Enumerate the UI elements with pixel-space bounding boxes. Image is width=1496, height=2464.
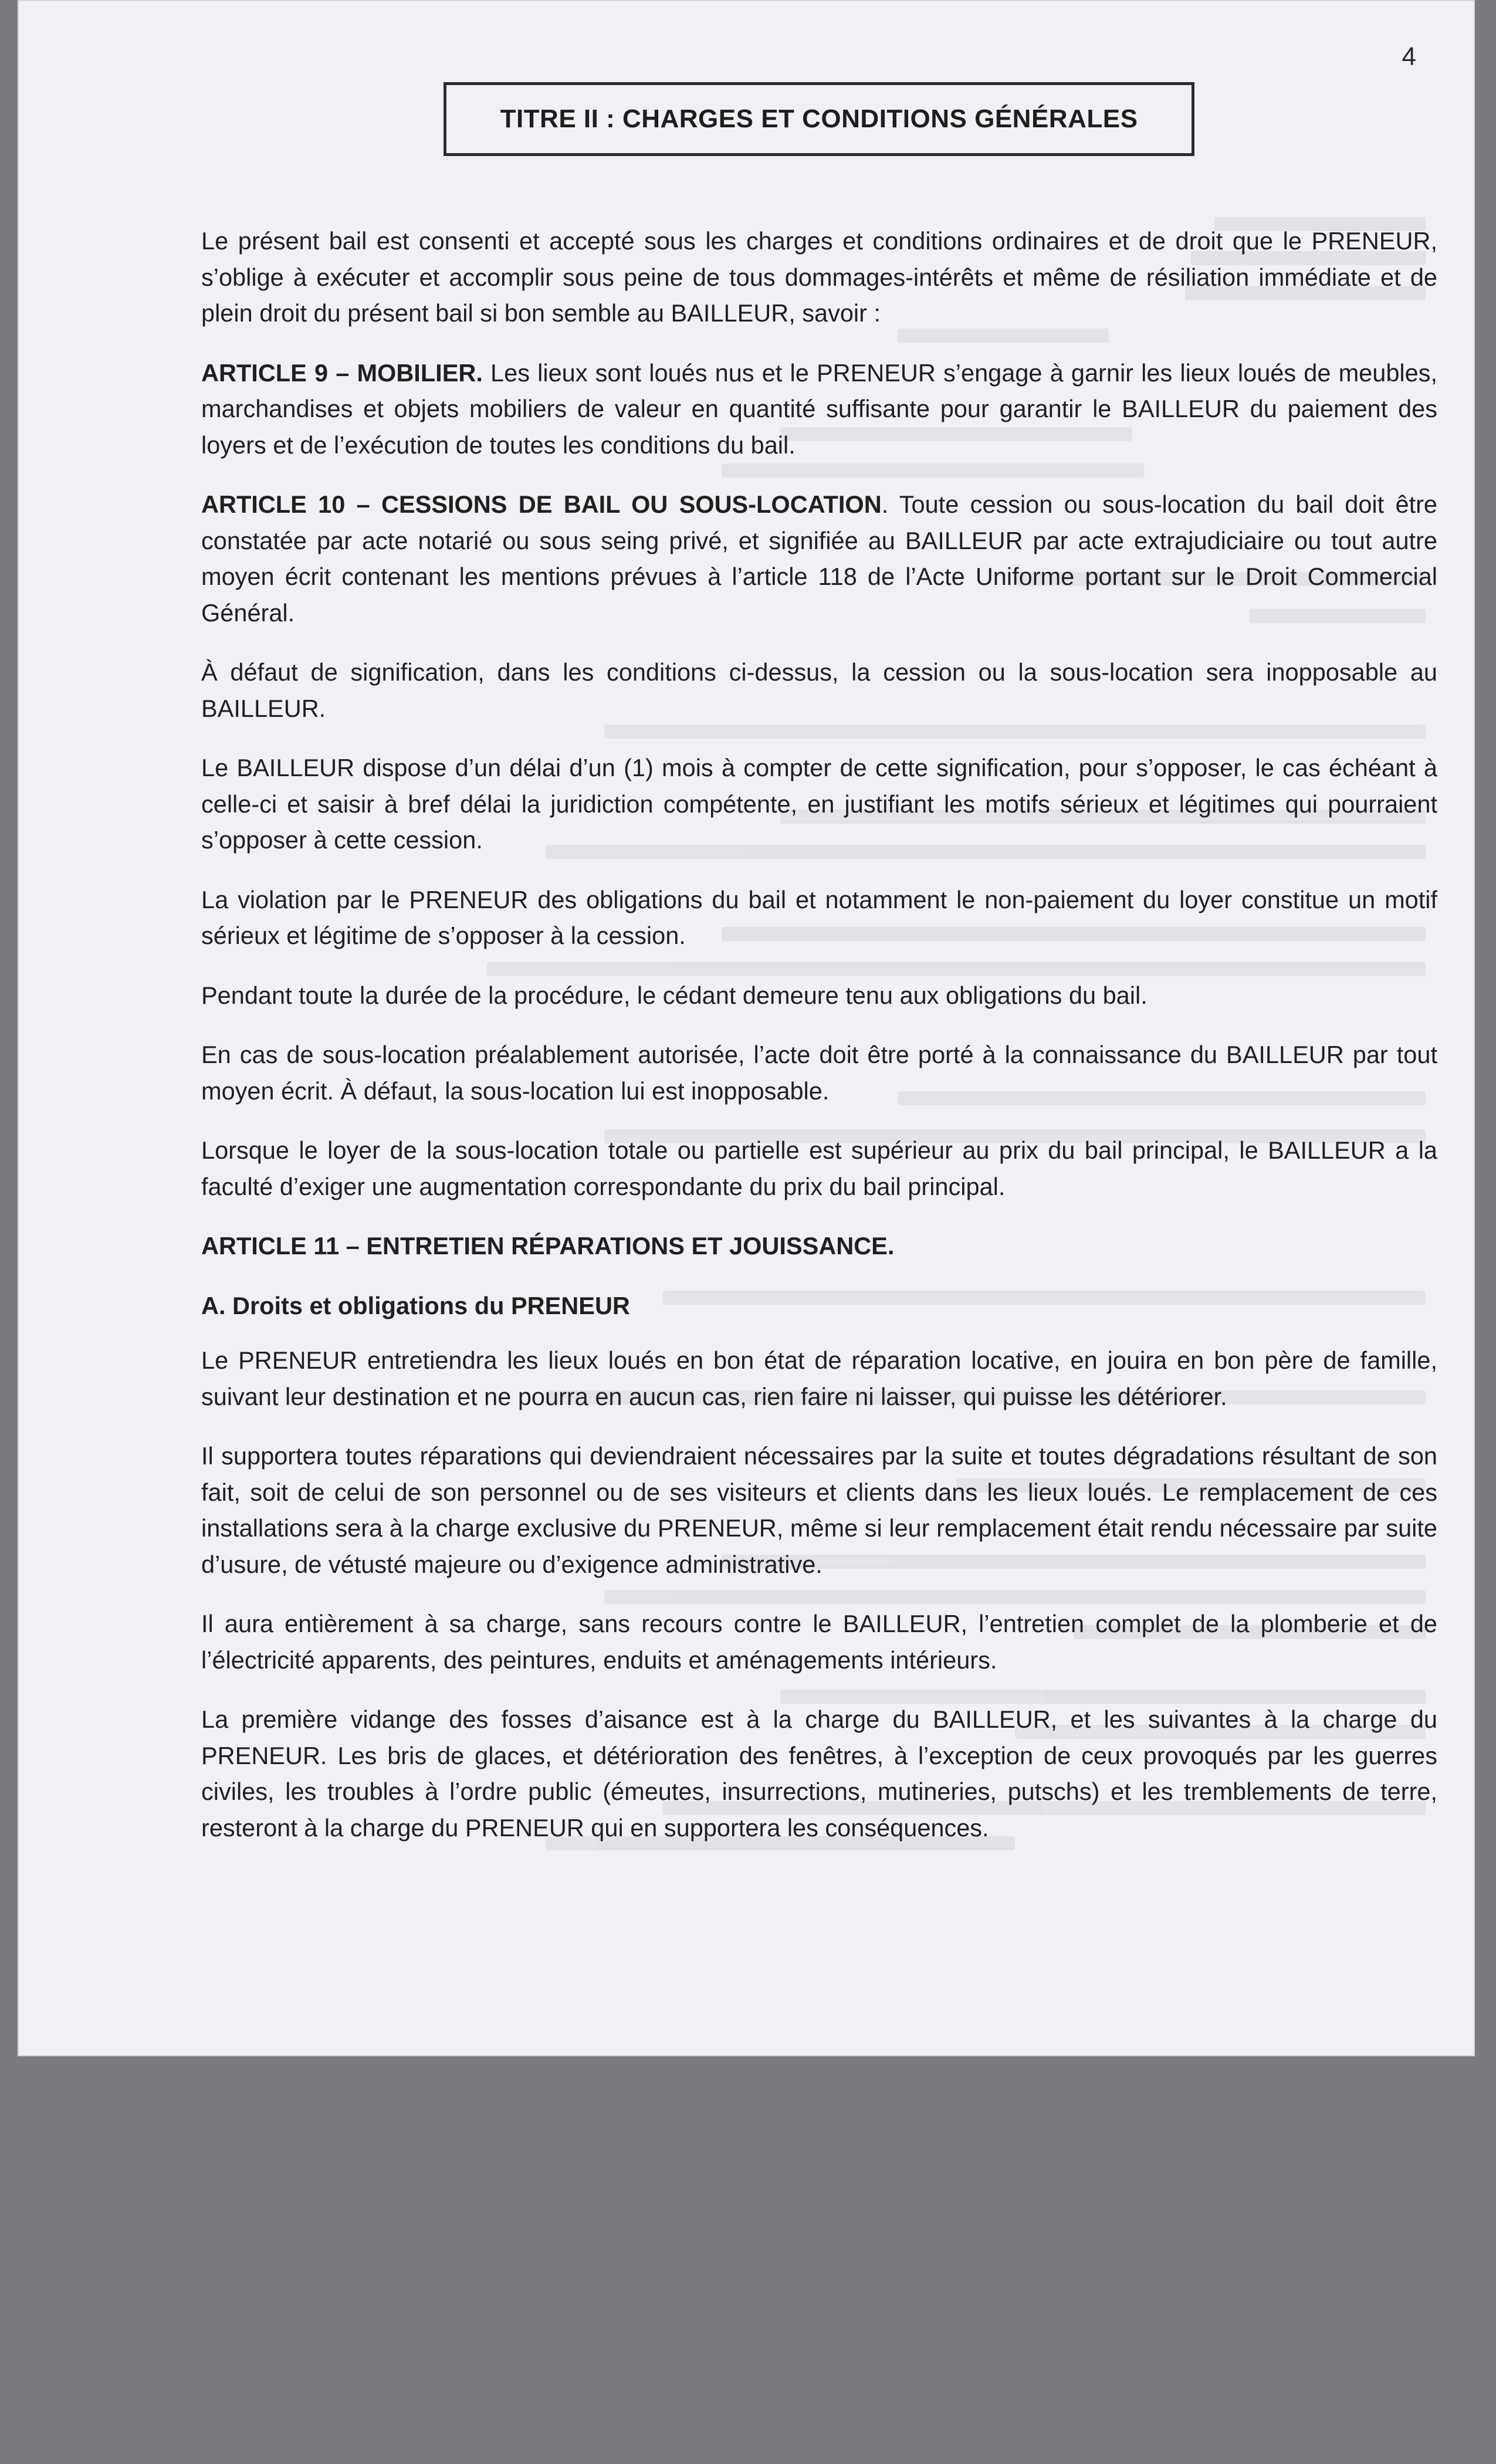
article-10-paragraph-6: En cas de sous-location préalablement autorisée, l’acte doit être porté à la connaissance du BAILLEUR par tout moyen écrit. À défaut, la sous-location lui est inopposable. xyxy=(201,1041,1437,1105)
article-10-paragraph-2: À défaut de signification, dans les conditions ci-dessus, la cession ou la sous-location sera inopposable au BAILLEUR. xyxy=(201,658,1437,722)
page-number: 4 xyxy=(1402,42,1416,71)
title-box xyxy=(444,82,1194,156)
article-10-paragraph-4: La violation par le PRENEUR des obligations du bail et notamment le non-paiement du loyer constitue un motif sérieux et légitime de s’opposer à la cession. xyxy=(201,885,1437,949)
document-body xyxy=(201,223,1437,1869)
article-9-heading: ARTICLE 9 – MOBILIER. xyxy=(201,358,483,387)
section-title: TITRE II : CHARGES ET CONDITIONS GÉNÉRALES xyxy=(500,104,1138,133)
article-11-paragraph-4: La première vidange des fosses d’aisance est à la charge du BAILLEUR, et les suivantes à la charge du PRENEUR. Les bris de glaces, et détérioration des fenêtres, à l’exception de ceux provoqués par les guerres civiles, les troubles à l’ordre public (émeutes, insurrections, mutineries, putschs) et les tremblements de terre, resteront à la charge du PRENEUR qui en supportera les conséquences. xyxy=(201,1705,1437,1842)
article-11-paragraph-2: Il supportera toutes réparations qui deviendraient nécessaires par la suite et toutes dégradations résultant de son fait, soit de celui de son personnel ou de ses visiteurs et clients dans les lieux loués. Le remplacement de ces installations sera à la charge exclusive du PRENEUR, même si leur remplacement était rendu nécessaire par suite d’usure, de vétusté majeure ou d’exigence administrative. xyxy=(201,1442,1437,1578)
article-10-text: . Toute cession ou sous-location du bail doit être constatée par acte notarié ou sous seing privé, et signifiée au BAILLEUR par acte extrajudiciaire ou tout autre moyen écrit contenant les mentions prévues à l’article 118 de l’Acte Uniforme portant sur le Droit Commercial Général. xyxy=(201,490,1437,627)
article-9-text: Les lieux sont loués nus et le PRENEUR s’engage à garnir les lieux loués de meubles, marchandises et objets mobiliers de valeur en quantité suffisante pour garantir le BAILLEUR du paiement des loyers et de l’exécution de toutes les conditions du bail. xyxy=(201,358,1437,459)
article-10-heading: ARTICLE 10 – CESSIONS DE BAIL OU SOUS-LOCATION xyxy=(201,490,882,518)
article-11-heading: ARTICLE 11 – ENTRETIEN RÉPARATIONS ET JOUISSANCE. xyxy=(201,1232,895,1260)
article-10-paragraph-5: Pendant toute la durée de la procédure, le cédant demeure tenu aux obligations du bail. xyxy=(201,981,1148,1009)
article-9-paragraph xyxy=(201,355,1437,463)
document-page xyxy=(18,0,1475,2056)
article-10-paragraph-3: Le BAILLEUR dispose d’un délai d’un (1) mois à compter de cette signification, pour s’opposer, le cas échéant à celle-ci et saisir à bref délai la juridiction compétente, en justifiant les motifs sérieux et légitimes qui pourraient s’opposer à cette cession. xyxy=(201,754,1437,854)
article-11-paragraph-3: Il aura entièrement à sa charge, sans recours contre le BAILLEUR, l’entretien complet de la plomberie et de l’électricité apparents, des peintures, enduits et aménagements intérieurs. xyxy=(201,1610,1437,1674)
article-11-subheading: A. Droits et obligations du PRENEUR xyxy=(201,1291,630,1319)
intro-paragraph: Le présent bail est consenti et accepté sous les charges et conditions ordinaires et de droit que le PRENEUR, s’oblige à exécuter et accomplir sous peine de tous dommages-intérêts et même de résiliation immédiate et de plein droit du présent bail si bon semble au BAILLEUR, savoir : xyxy=(201,227,1437,327)
article-10-paragraph-7: Lorsque le loyer de la sous-location totale ou partielle est supérieur au prix du bail principal, le BAILLEUR a la faculté d’exiger une augmentation correspondante du prix du bail principal. xyxy=(201,1136,1437,1200)
article-10-paragraph xyxy=(201,486,1437,631)
article-11-paragraph-1: Le PRENEUR entretiendra les lieux loués en bon état de réparation locative, en jouira en bon père de famille, suivant leur destination et ne pourra en aucun cas, rien faire ni laisser, qui puisse les détériorer. xyxy=(201,1346,1437,1410)
